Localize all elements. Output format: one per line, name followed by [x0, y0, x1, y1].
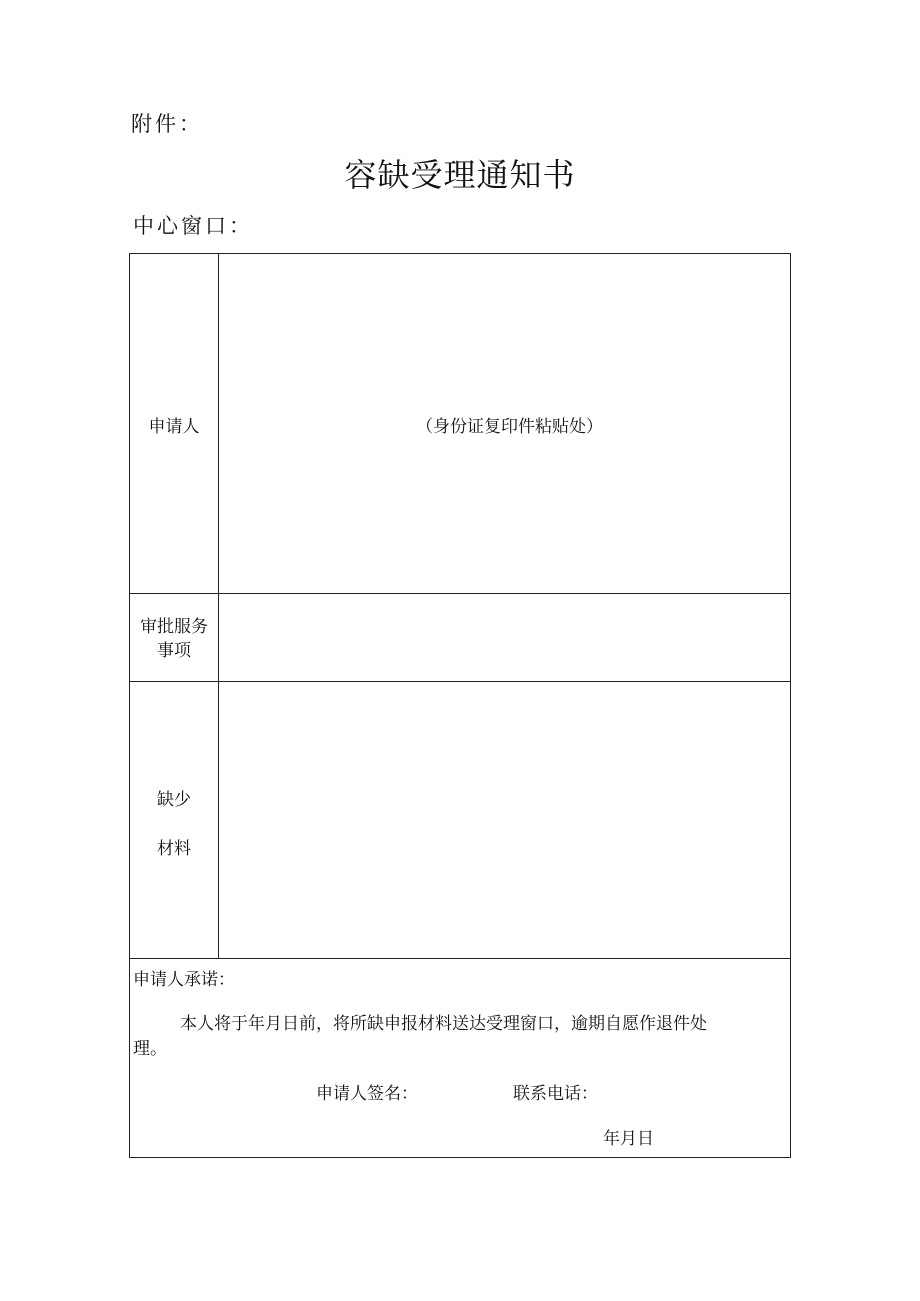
- applicant-row: [130, 254, 790, 594]
- service-item-label-line1: 审批服务: [140, 617, 208, 637]
- service-item-field[interactable]: [219, 594, 790, 681]
- pledge-text-line1: 本人将于年月日前，将所缺申报材料送达受理窗口，逾期自愿作退件处: [180, 1014, 707, 1034]
- missing-materials-field[interactable]: [219, 682, 790, 958]
- service-item-row: [130, 594, 790, 682]
- applicant-label: 申请人: [148, 417, 200, 437]
- center-window-label: 中心窗口：: [133, 214, 253, 238]
- missing-materials-label-line2: 材料: [157, 839, 191, 859]
- id-copy-paste-area[interactable]: [219, 254, 790, 593]
- signature-label: 申请人签名：: [316, 1084, 418, 1104]
- date-label: 年月日: [603, 1129, 654, 1149]
- missing-materials-row: [130, 682, 790, 959]
- missing-materials-label-line1: 缺少: [157, 790, 191, 810]
- attachment-label: 附件：: [131, 112, 203, 136]
- id-copy-placeholder: （身份证复印件粘贴处）: [416, 417, 603, 437]
- applicant-label-cell: [130, 254, 219, 593]
- service-item-label-cell: [130, 594, 219, 681]
- pledge-title: 申请人承诺：: [133, 970, 235, 990]
- phone-label: 联系电话：: [513, 1084, 598, 1104]
- pledge-text-line2: 理。: [133, 1039, 167, 1059]
- service-item-label-line2: 事项: [157, 641, 191, 661]
- missing-materials-label-cell: [130, 682, 219, 958]
- notice-form-table: [129, 253, 791, 1158]
- pledge-section: [130, 959, 790, 1157]
- document-title: 容缺受理通知书: [344, 156, 576, 194]
